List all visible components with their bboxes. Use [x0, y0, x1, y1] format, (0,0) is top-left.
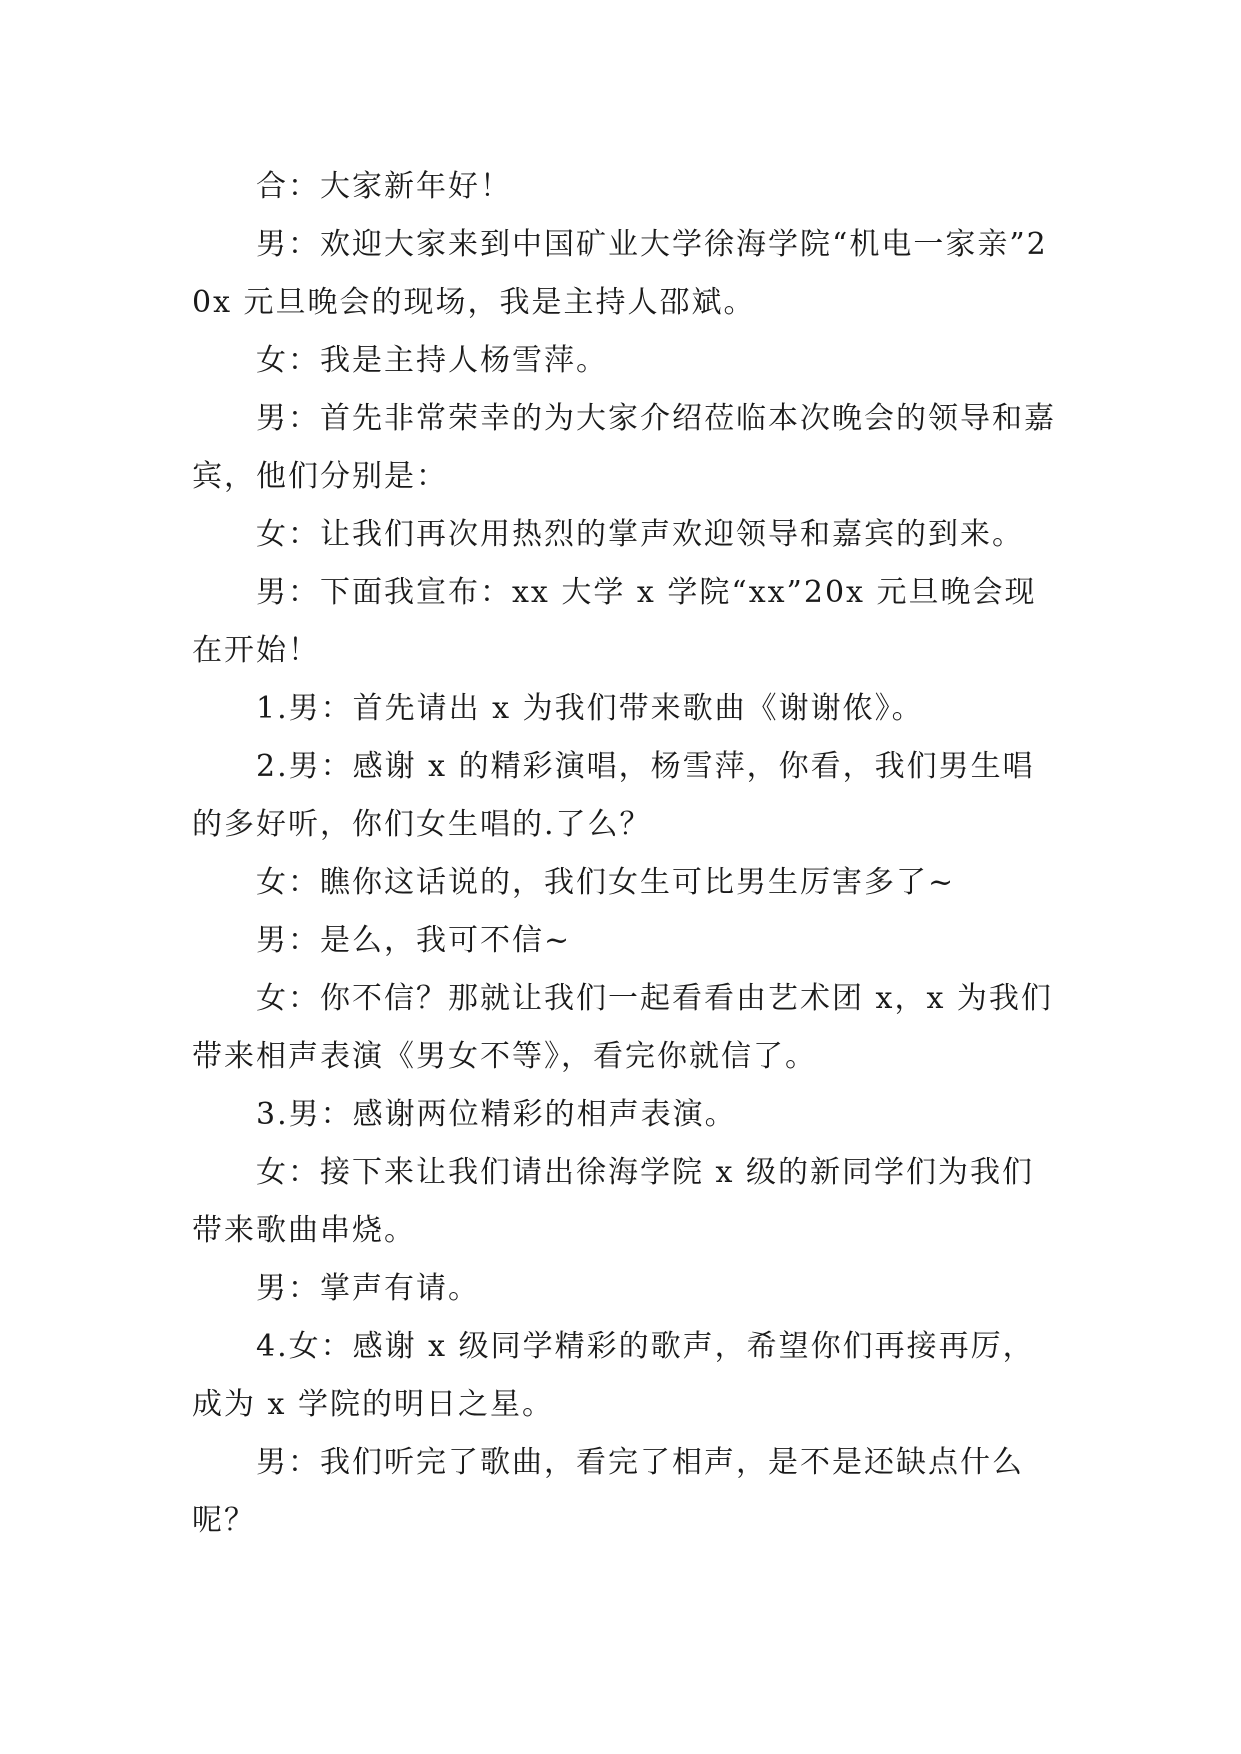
- paragraph-6: 男：下面我宣布：xx 大学 x 学院“xx”20x 元旦晚会现在开始！: [192, 575, 1037, 668]
- paragraph-11: 女：你不信？那就让我们一起看看由艺术团 x，x 为我们带来相声表演《男女不等》，看完你就信了。: [192, 981, 1053, 1074]
- paragraph-12: 3.男：感谢两位精彩的相声表演。: [256, 1097, 737, 1132]
- paragraph-7: 1.男：首先请出 x 为我们带来歌曲《谢谢侬》。: [256, 691, 924, 726]
- paragraph-1: 合：大家新年好！: [256, 169, 512, 204]
- paragraph-3: 女：我是主持人杨雪萍。: [256, 343, 608, 378]
- paragraph-9: 女：瞧你这话说的，我们女生可比男生厉害多了~: [256, 865, 956, 900]
- paragraph-16: 男：我们听完了歌曲，看完了相声，是不是还缺点什么呢？: [192, 1445, 1024, 1538]
- paragraph-5: 女：让我们再次用热烈的掌声欢迎领导和嘉宾的到来。: [256, 517, 1024, 552]
- paragraph-4: 男：首先非常荣幸的为大家介绍莅临本次晚会的领导和嘉宾，他们分别是：: [192, 401, 1056, 494]
- paragraph-15: 4.女：感谢 x 级同学精彩的歌声，希望你们再接再厉，成为 x 学院的明日之星。: [192, 1329, 1035, 1422]
- paragraph-10: 男：是么，我可不信~: [256, 923, 572, 958]
- paragraph-2: 男：欢迎大家来到中国矿业大学徐海学院“机电一家亲”20x 元旦晚会的现场，我是主持人邵斌。: [192, 227, 1048, 320]
- document-body: [192, 158, 1062, 1550]
- paragraph-8: 2.男：感谢 x 的精彩演唱，杨雪萍，你看，我们男生唱的多好听，你们女生唱的.了么？: [192, 749, 1035, 842]
- paragraph-13: 女：接下来让我们请出徐海学院 x 级的新同学们为我们带来歌曲串烧。: [192, 1155, 1034, 1248]
- paragraph-14: 男：掌声有请。: [256, 1271, 480, 1306]
